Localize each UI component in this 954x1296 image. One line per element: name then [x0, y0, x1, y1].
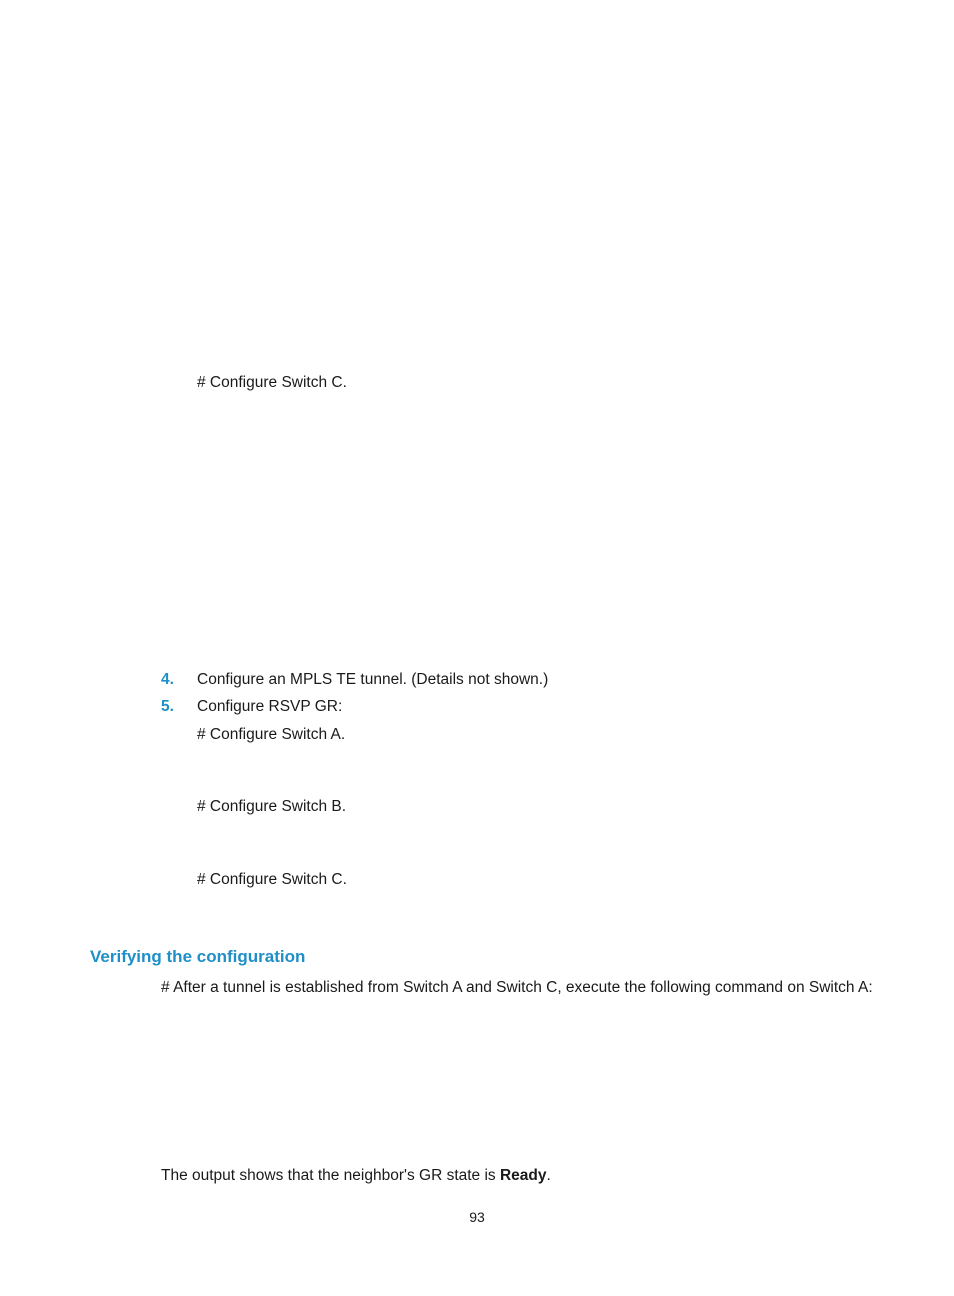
configure-switch-c-note-2: # Configure Switch C.: [197, 871, 347, 888]
configure-switch-b-note: # Configure Switch B.: [197, 798, 347, 815]
configure-switch-a-note: # Configure Switch A.: [197, 726, 346, 743]
gr-state-ready: Ready: [499, 1167, 547, 1184]
section-heading: Verifying the configuration: [90, 947, 306, 966]
output-suffix: .: [546, 1167, 551, 1184]
step-4-text: Configure an MPLS TE tunnel. (Details not shown.): [197, 671, 549, 688]
output-conclusion: [161, 1166, 551, 1186]
verify-intro: # After a tunnel is established from Switch A and Switch C, execute the following command on Switch A:: [161, 979, 873, 996]
output-prefix: The output shows that the neighbor's GR state is: [161, 1167, 500, 1184]
page-number: 93: [469, 1209, 485, 1225]
step-5-number: 5.: [161, 698, 174, 715]
step-5-text: Configure RSVP GR:: [197, 698, 343, 715]
configure-switch-c-note: # Configure Switch C.: [197, 374, 347, 391]
step-4-number: 4.: [161, 671, 174, 688]
